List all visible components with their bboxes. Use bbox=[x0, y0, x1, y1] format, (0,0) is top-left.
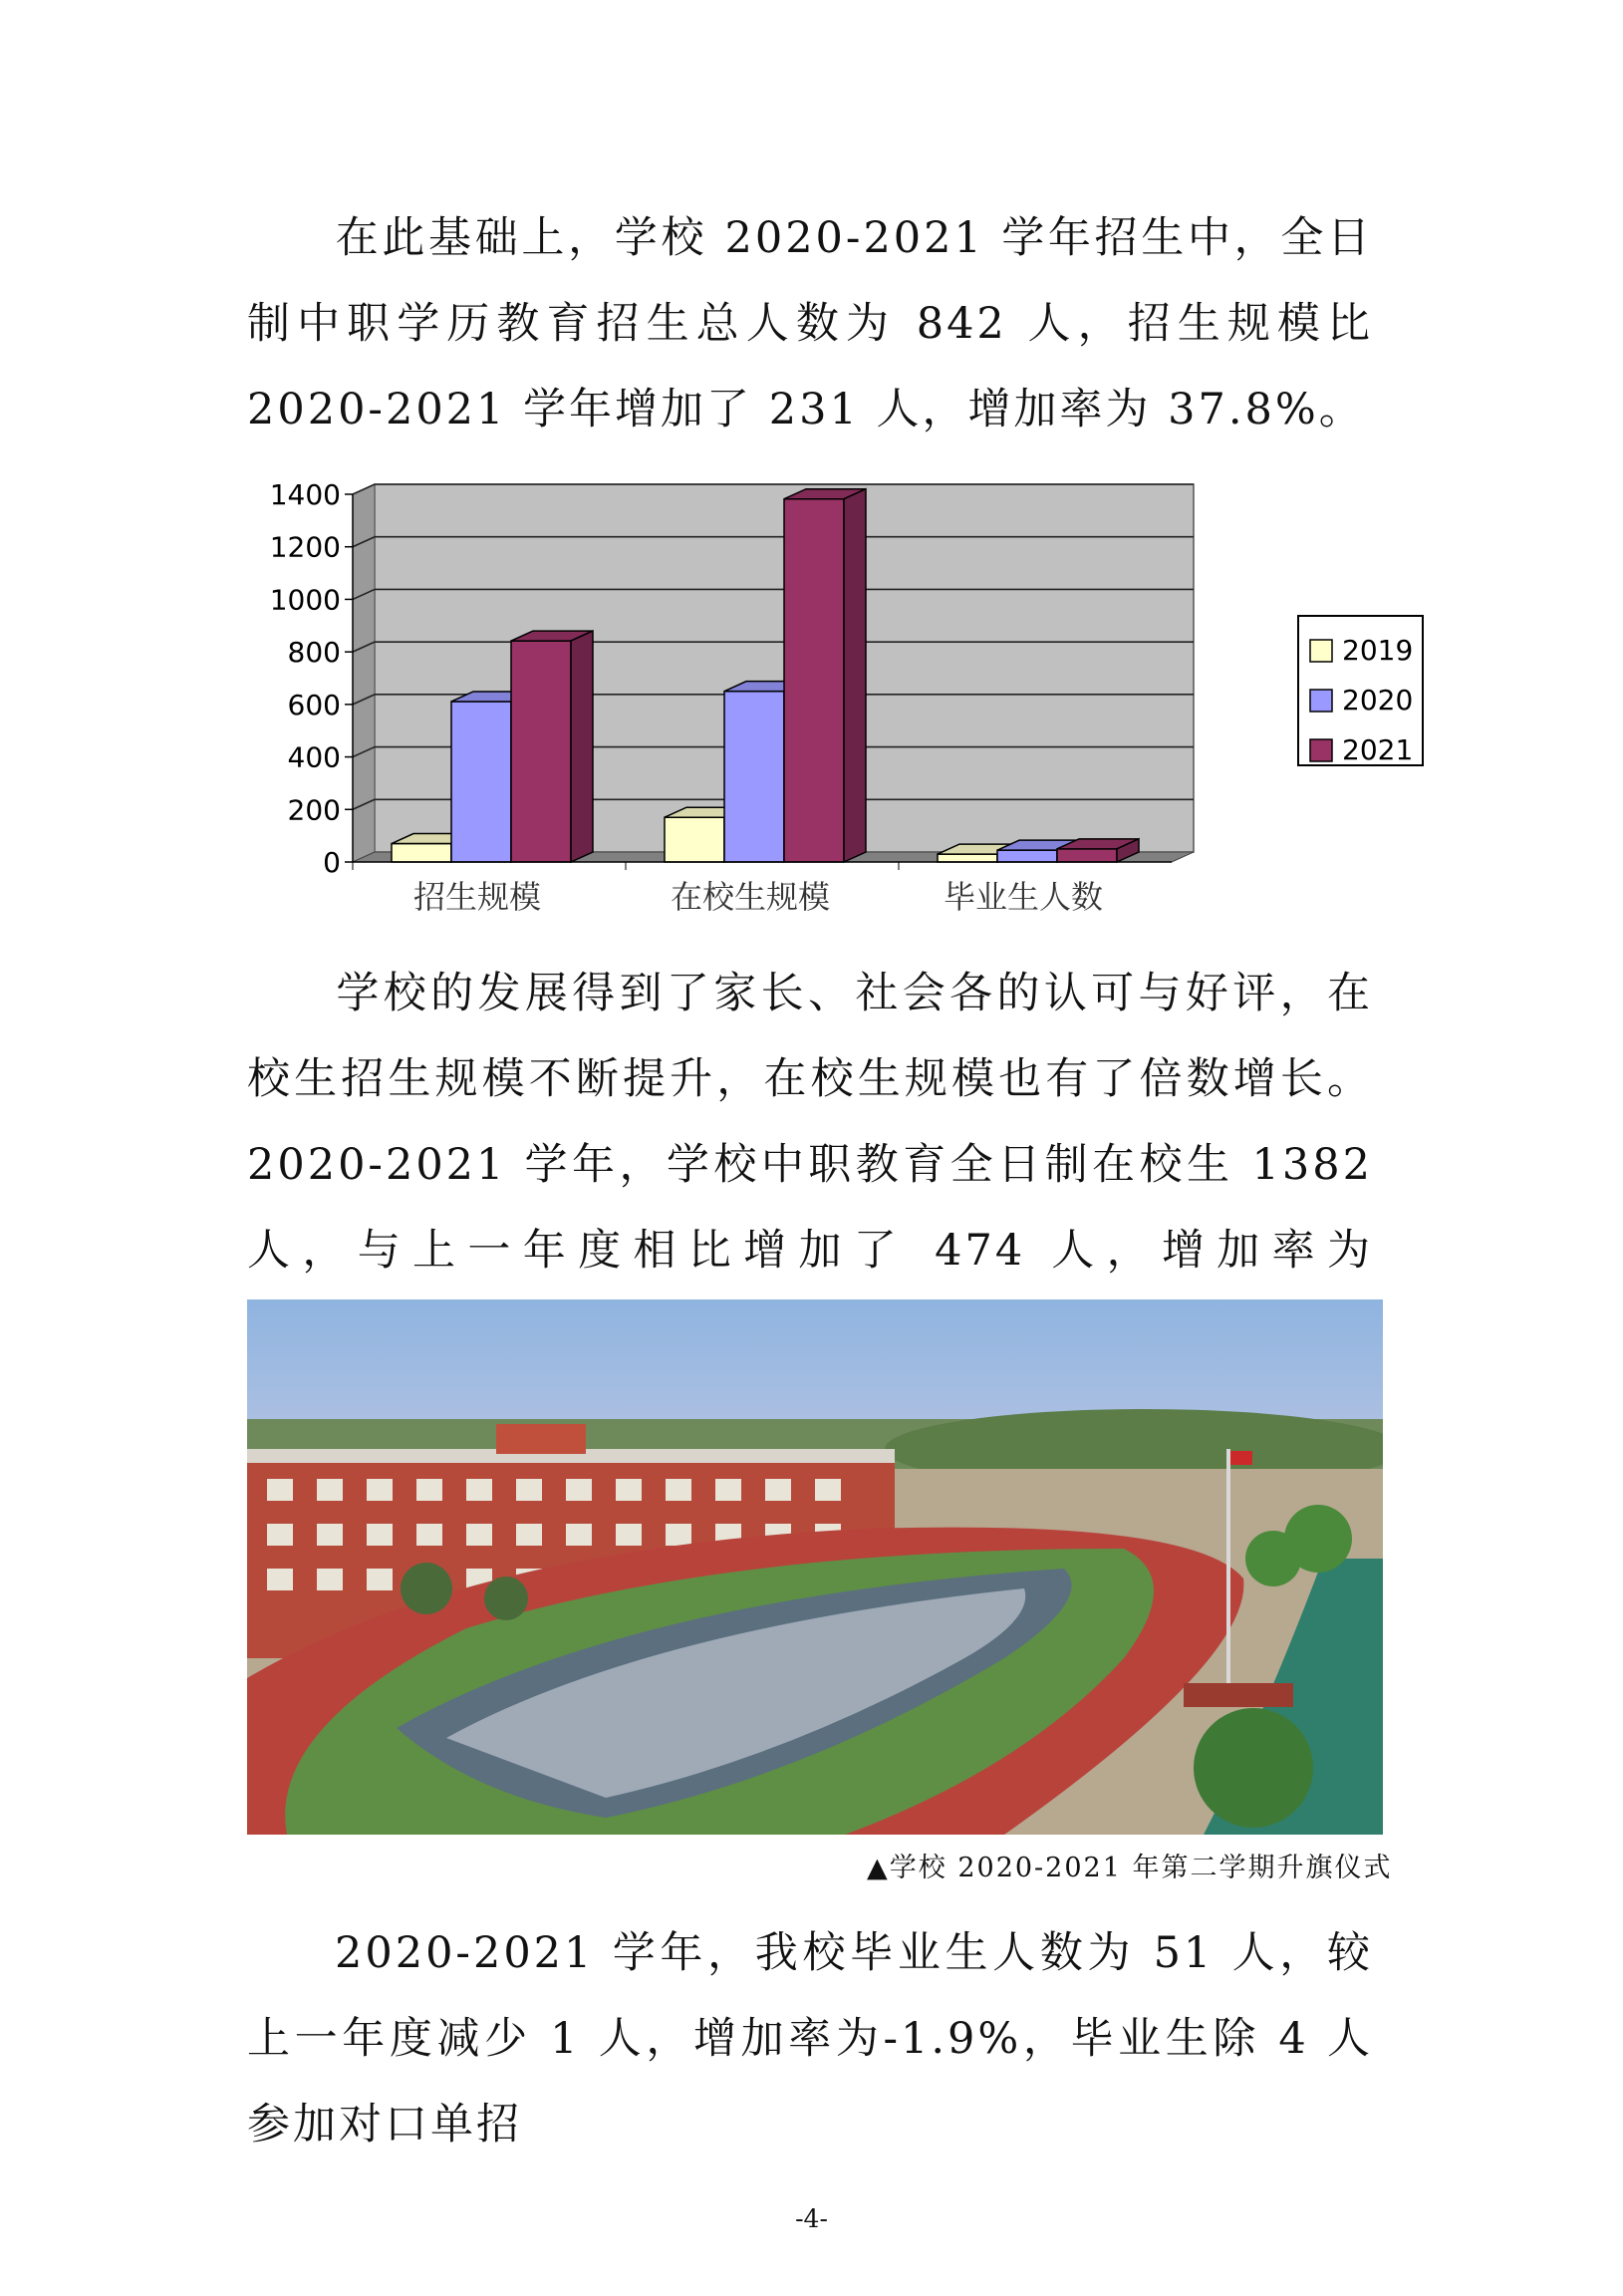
chart-bar bbox=[724, 692, 784, 862]
y-tick-label: 1000 bbox=[269, 583, 341, 617]
chart-bar bbox=[1057, 849, 1117, 862]
x-category-label: 招生规模 bbox=[412, 878, 542, 916]
chart-bar-side bbox=[844, 489, 866, 862]
flag bbox=[1230, 1451, 1252, 1465]
y-tick-label: 0 bbox=[323, 846, 341, 879]
legend-swatch bbox=[1310, 739, 1332, 761]
enrollment-bar-chart bbox=[247, 468, 1443, 927]
chart-bar bbox=[997, 850, 1057, 862]
chart-bar bbox=[665, 817, 724, 862]
x-category-label: 毕业生人数 bbox=[943, 878, 1104, 916]
y-tick-label: 400 bbox=[287, 740, 341, 774]
flag-ceremony-photo bbox=[247, 1299, 1383, 1835]
page-number: -4- bbox=[795, 2204, 828, 2233]
legend-label: 2019 bbox=[1342, 634, 1414, 667]
chart-bar bbox=[784, 499, 844, 862]
chart-bar-side bbox=[571, 631, 593, 862]
paragraph-students: 学校的发展得到了家长、社会各的认可与好评，在校生招生规模不断提升，在校生规模也有了倍数增长。2020-2021 学年，学校中职教育全日制在校生 1382 人，与上一年度相比增加了 474 人，增加率为 bbox=[247, 969, 1373, 1276]
x-category-label: 在校生规模 bbox=[670, 878, 831, 916]
flag-ceremony-illustration bbox=[247, 1299, 1383, 1835]
y-tick-label: 200 bbox=[287, 793, 341, 827]
y-tick-label: 1200 bbox=[269, 530, 341, 564]
tree bbox=[1194, 1708, 1313, 1828]
chart-bar bbox=[938, 854, 997, 862]
legend-swatch bbox=[1310, 690, 1332, 712]
chart-svg bbox=[247, 468, 1443, 927]
chart-bar bbox=[392, 844, 451, 862]
paragraph-graduates: 2020-2021 学年，我校毕业生人数为 51 人，较上一年度减少 1 人，增加率为-1.9%，毕业生除 4 人参加对口单招 bbox=[247, 1928, 1373, 2150]
y-tick-label: 600 bbox=[287, 688, 341, 721]
legend-label: 2020 bbox=[1342, 684, 1414, 717]
legend-swatch bbox=[1310, 640, 1332, 662]
chart-bar bbox=[451, 702, 511, 862]
y-tick-label: 800 bbox=[287, 636, 341, 670]
paragraph-enrollment: 在此基础上，学校 2020-2021 学年招生中，全日制中职学历教育招生总人数为 842 人，招生规模比 2020-2021 学年增加了 231 人，增加率为 37.8%。 bbox=[247, 213, 1373, 434]
chart-bar bbox=[511, 641, 571, 862]
photo-caption: ▲学校 2020-2021 年第二学期升旗仪式 bbox=[867, 1853, 1393, 1883]
y-tick-label: 1400 bbox=[269, 478, 341, 511]
legend-label: 2021 bbox=[1342, 733, 1414, 766]
